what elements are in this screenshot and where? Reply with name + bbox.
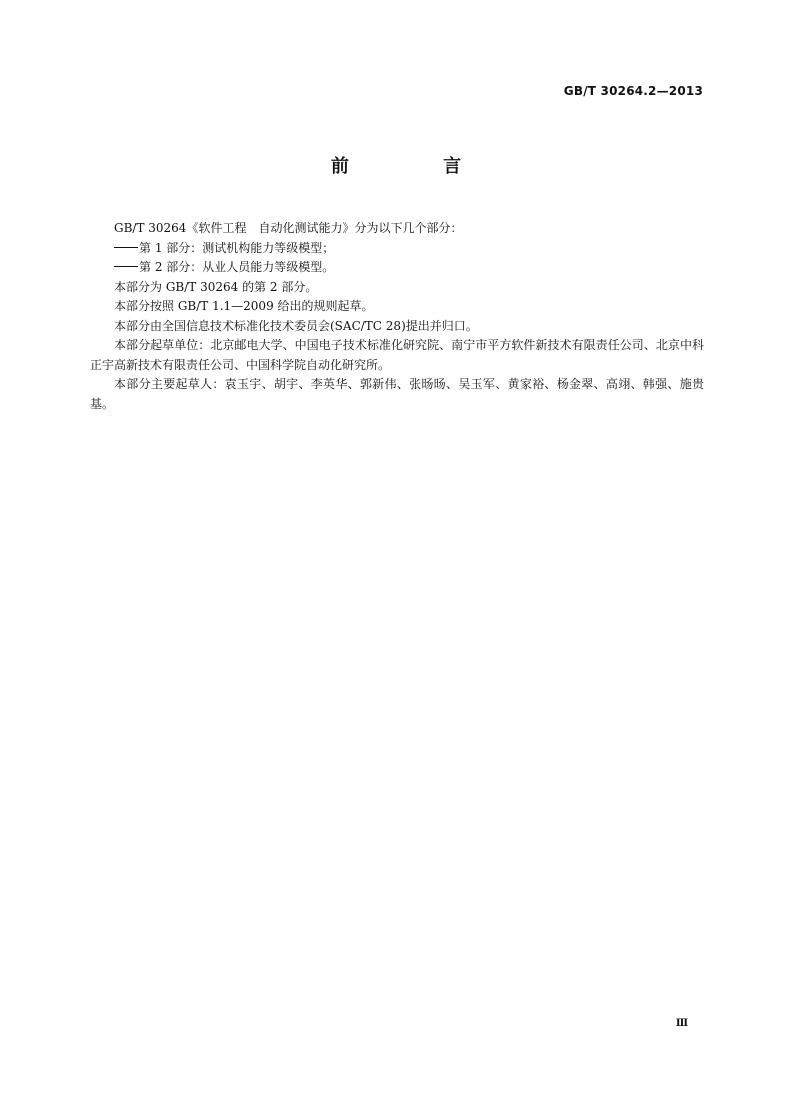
- list-item-part-2: [90, 258, 704, 278]
- list-item-part-1: [90, 239, 704, 259]
- dash-marker: [114, 247, 138, 248]
- paragraph-drafters: 本部分主要起草人：袁玉宇、胡宇、李英华、郭新伟、张旸旸、吴玉军、黄家裕、杨金翠、高翊、韩强、施贵基。: [90, 377, 704, 411]
- standard-number: GB/T 30264.2—2013: [563, 84, 703, 98]
- page-number: Ⅲ: [675, 1018, 688, 1029]
- paragraph-drafting-rules: 本部分按照 GB/T 1.1—2009 给出的规则起草。: [114, 299, 374, 313]
- list-item-text: 第 1 部分：测试机构能力等级模型；: [139, 240, 335, 255]
- paragraph-series-intro: GB/T 30264《软件工程 自动化测试能力》分为以下几个部分：: [114, 221, 463, 235]
- list-item-text: 第 2 部分：从业人员能力等级模型。: [139, 260, 335, 274]
- paragraph-proposer: 本部分由全国信息技术标准化技术委员会(SAC/TC 28)提出并归口。: [114, 318, 478, 333]
- foreword-body: [90, 219, 704, 414]
- paragraph-drafting-units: 本部分起草单位：北京邮电大学、中国电子技术标准化研究院、南宁市平方软件新技术有限责任公司、北京中科正宇高新技术有限责任公司、中国科学院自动化研究所。: [90, 338, 704, 372]
- dash-marker: [114, 266, 138, 267]
- paragraph-part-statement: 本部分为 GB/T 30264 的第 2 部分。: [114, 279, 318, 294]
- page-title: 前 言: [330, 156, 506, 177]
